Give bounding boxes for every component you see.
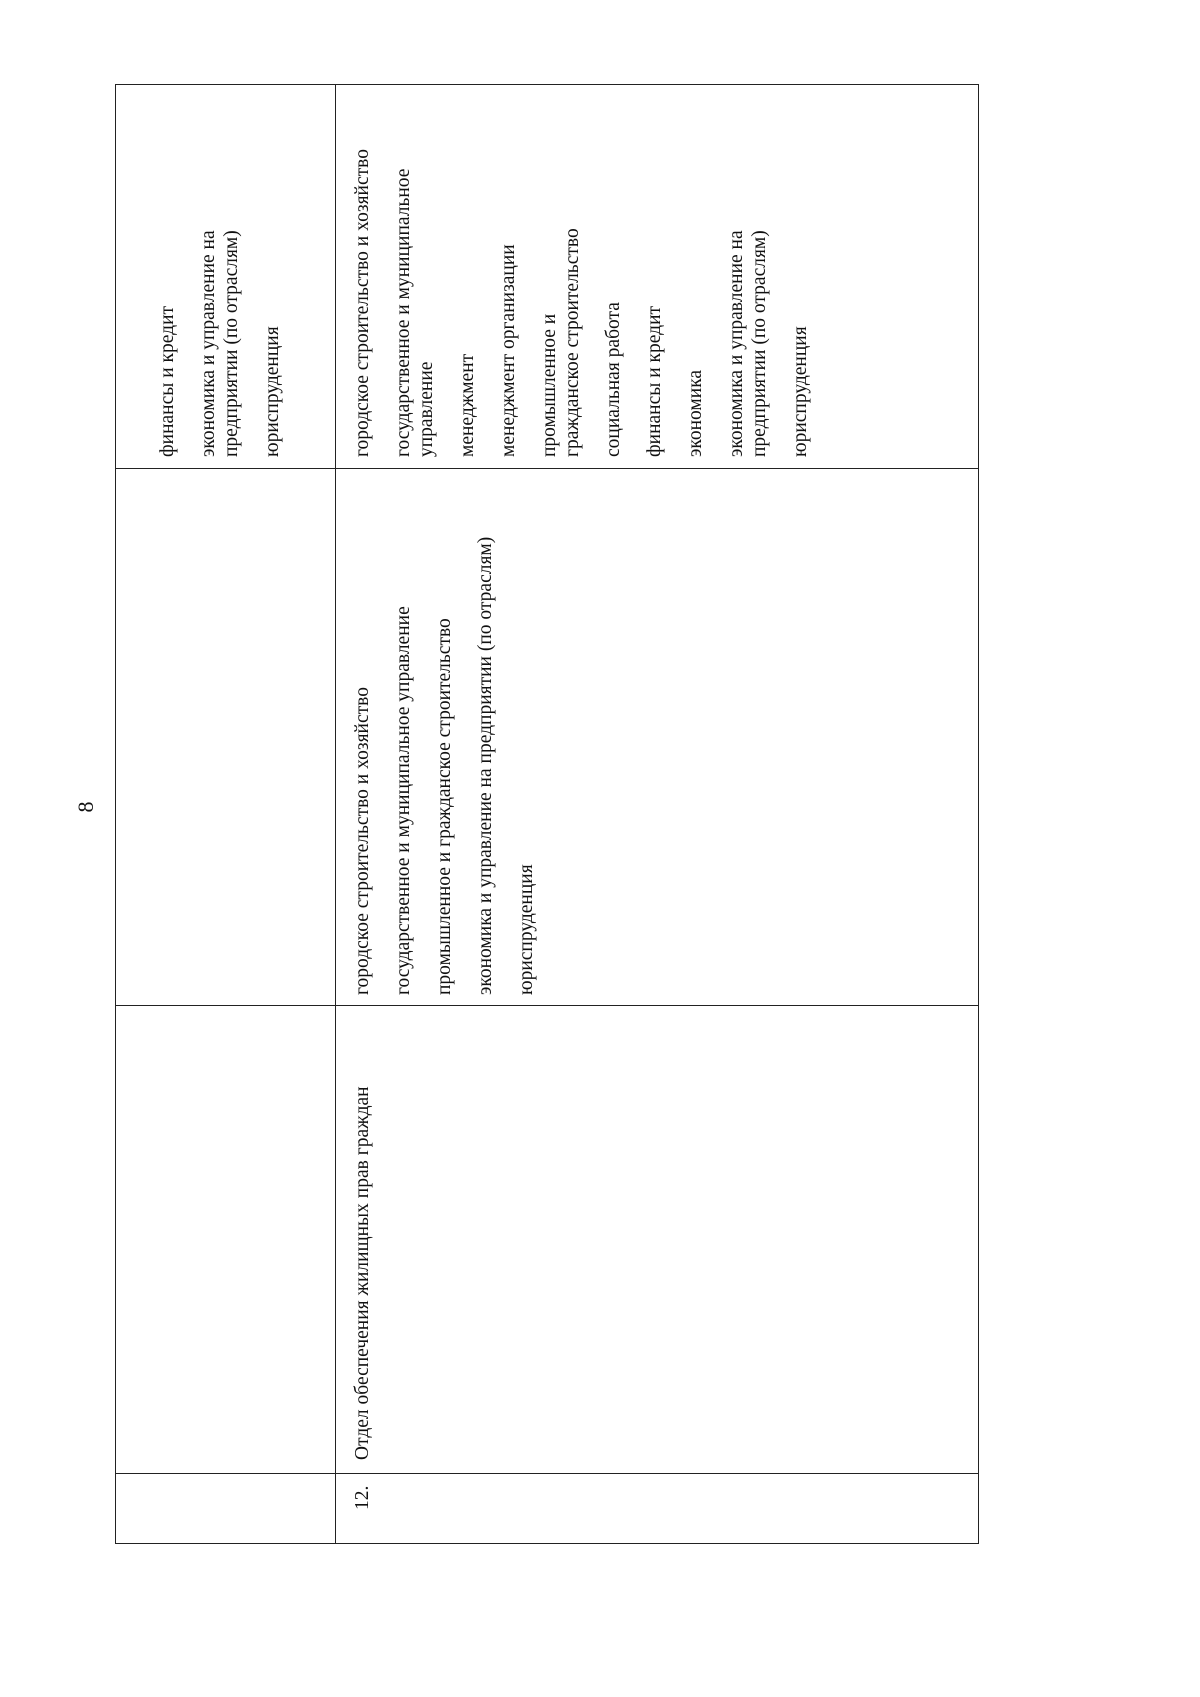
row-number: 12.: [352, 1485, 373, 1510]
list-item: менеджмент организации: [498, 244, 519, 457]
list-item: социальная работа: [603, 302, 624, 457]
list-item: юриспруденция: [790, 326, 811, 457]
list-item: промышленное и гражданское строительство: [434, 618, 455, 995]
list-item: экономика и управление на предприятии (по отраслям): [198, 230, 242, 457]
list-item: промышленное и гражданское строительство: [539, 228, 583, 457]
department-name: Отдел обеспечения жилищных прав граждан: [352, 1086, 373, 1460]
list-item: городское строительство и хозяйство: [352, 149, 373, 457]
list-item: государственное и муниципальное управление: [393, 606, 414, 995]
table-cell: [351, 112, 812, 457]
list-item: городское строительство и хозяйство: [352, 687, 373, 995]
table-cell: [351, 475, 538, 995]
specialties-table: [115, 84, 979, 1544]
table-cell: [156, 117, 284, 457]
column-separator: [116, 468, 978, 469]
list-item: экономика: [685, 369, 706, 457]
list-item: государственное и муниципальное управление: [393, 168, 437, 457]
list-item: менеджмент: [457, 353, 478, 457]
list-item: финансы и кредит: [644, 305, 665, 457]
column-separator: [116, 1005, 978, 1006]
column-separator: [116, 1473, 978, 1474]
list-item: юриспруденция: [516, 864, 537, 995]
row-separator: [335, 85, 336, 1543]
list-item: юриспруденция: [262, 326, 283, 457]
list-item: финансы и кредит: [157, 305, 178, 457]
list-item: экономика и управление на предприятии (по отраслям): [726, 230, 770, 457]
list-item: экономика и управление на предприятии (по отраслям): [475, 536, 496, 995]
page-number: 8: [73, 801, 98, 813]
